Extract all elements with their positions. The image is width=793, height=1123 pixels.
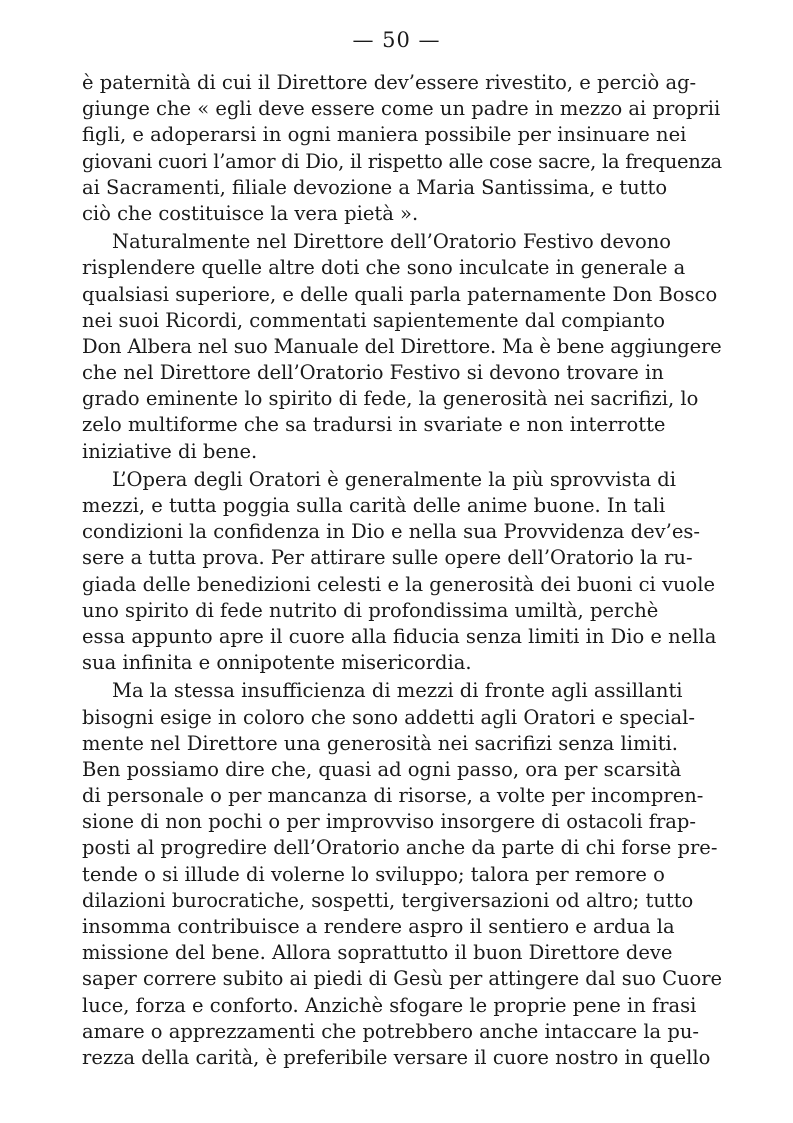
text-line: Ma la stessa insufficienza di mezzi di fronte agli assillanti [112,679,683,703]
text-line: risplendere quelle altre doti che sono inculcate in generale a [82,256,686,280]
text-line: Ben possiamo dire che, quasi ad ogni passo, ora per scarsità [82,757,682,781]
text-line: sione di non pochi o per improvviso insorgere di ostacoli frap- [82,810,697,834]
text-line: grado eminente lo spirito di fede, la generosità nei sacrifizi, lo [82,387,699,411]
body-text [82,70,722,1071]
text-line: che nel Direttore dell’Oratorio Festivo si devono trovare in [82,361,664,385]
paragraph [82,467,722,677]
text-line: ai Sacramenti, filiale devozione a Maria Santissima, e tutto [82,175,668,199]
paragraph [82,678,722,1071]
page-number: — 50 — [352,28,441,52]
text-line: insomma contribuisce a rendere aspro il sentiero e ardua la [82,915,675,938]
text-line: zelo multiforme che sa tradursi in svariate e non interrotte [82,413,666,437]
paragraph [82,70,722,227]
text-line: amare o apprezzamenti che potrebbero anche intaccare la pu- [82,1019,700,1043]
text-line: nei suoi Ricordi, commentati sapientemente dal compianto [82,308,665,332]
text-line: essa appunto apre il cuore alla fiducia senza limiti in Dio e nella [82,624,717,648]
paragraph [82,229,722,465]
text-line: luce, forza e conforto. Anzichè sfogare le proprie pene in frasi [82,993,697,1017]
text-line: posti al progredire dell’Oratorio anche da parte di chi forse pre- [82,836,718,860]
text-line: tende o si illude di volerne lo sviluppo; talora per remore o [82,862,665,886]
text-line: di personale o per mancanza di risorse, a volte per incompren- [82,784,704,808]
text-line: mente nel Direttore una generosità nei sacrifizi senza limiti. [82,731,678,755]
text-line: rezza della carità, è preferibile versare il cuore nostro in quello [82,1045,711,1069]
text-line: figli, e adoperarsi in ogni maniera possibile per insinuare nei [82,123,687,147]
text-line: Naturalmente nel Direttore dell’Oratorio Festivo devono [112,230,671,254]
text-line: iniziative di bene. [82,439,258,463]
text-line: qualsiasi superiore, e delle quali parla paternamente Don Bosco [82,282,718,306]
text-line: missione del bene. Allora soprattutto il buon Direttore deve [82,941,673,965]
text-line: dilazioni burocratiche, sospetti, tergiversazioni od altro; tutto [82,888,694,912]
text-line: uno spirito di fede nutrito di profondissima umiltà, perchè [82,598,659,622]
text-line: mezzi, e tutta poggia sulla carità delle anime buone. In tali [82,494,666,517]
text-line: L’Opera degli Oratori è generalmente la più sprovvista di [112,467,677,491]
text-line: sere a tutta prova. Per attirare sulle opere dell’Oratorio la ru- [82,546,693,570]
text-line: ciò che costituisce la vera pietà ». [82,201,419,225]
text-line: Don Albera nel suo Manuale del Direttore. Ma è bene aggiungere [82,334,722,358]
text-line: giovani cuori l’amor di Dio, il rispetto alle cose sacre, la frequenza [82,149,722,173]
text-line: giunge che « egli deve essere come un padre in mezzo ai proprii [82,97,721,121]
text-line: saper correre subito ai piedi di Gesù per attingere dal suo Cuore [82,967,723,991]
text-line: è paternità di cui il Direttore dev’essere rivestito, e perciò ag- [82,71,697,94]
text-line: bisogni esige in coloro che sono addetti agli Oratori e special- [82,705,695,729]
text-line: giada delle benedizioni celesti e la generosità dei buoni ci vuole [82,572,716,596]
text-line: sua infinita e onnipotente misericordia. [82,651,472,675]
text-line: condizioni la confidenza in Dio e nella sua Provvidenza dev’es- [82,520,700,544]
